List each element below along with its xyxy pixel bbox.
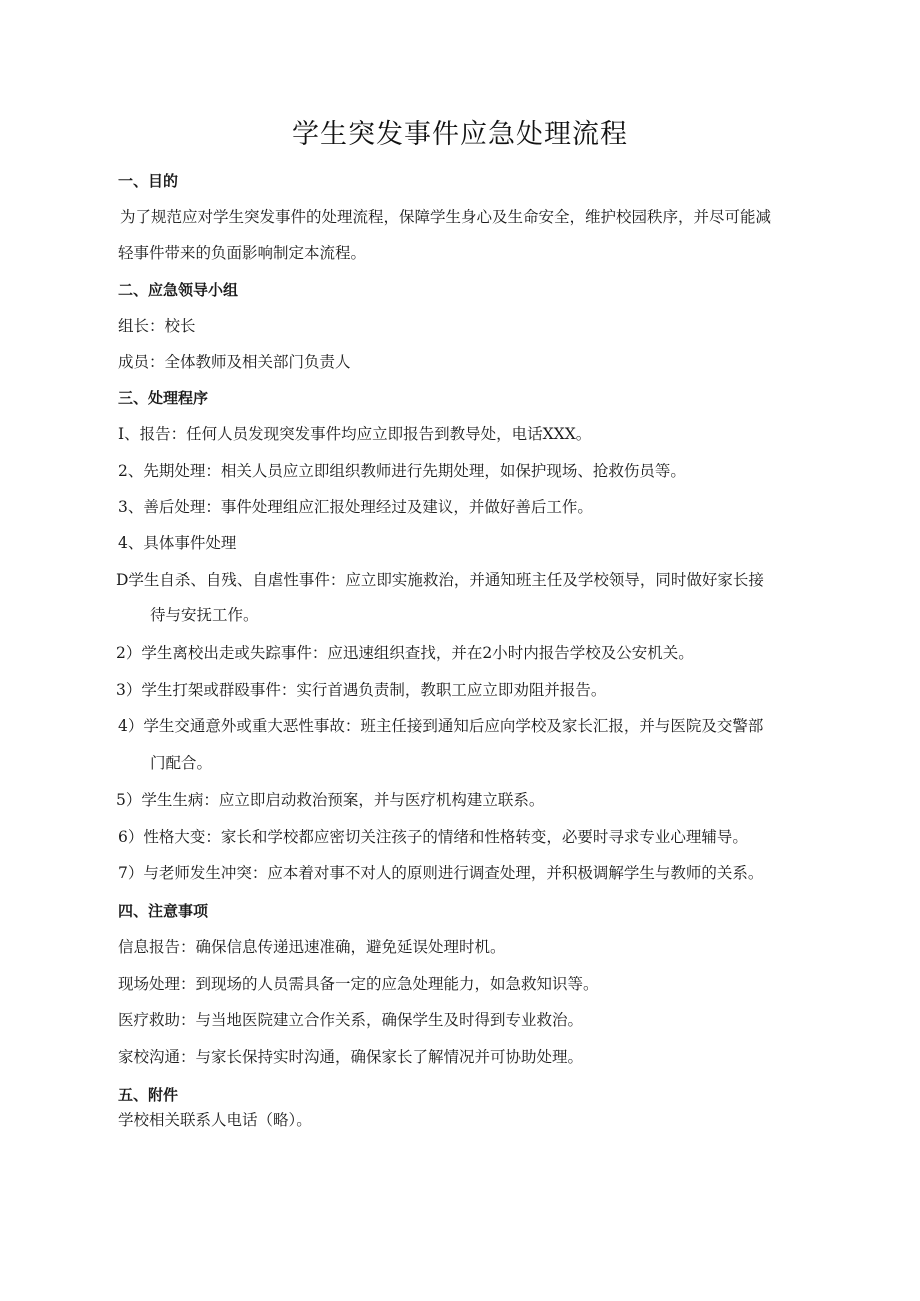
procedure-step-2: 2、先期处理：相关人员应立即组织教师进行先期处理，如保护现场、抢救伤员等。 — [118, 462, 686, 480]
procedure-item-2: 2）学生离校出走或失踪事件：应迅速组织查找，并在2小时内报告学校及公安机关。 — [116, 644, 694, 662]
section-heading-purpose: 一、目的 — [118, 172, 179, 190]
purpose-paragraph-line-2: 轻事件带来的负面影响制定本流程。 — [118, 244, 367, 262]
procedure-step-3: 3、善后处理：事件处理组应汇报处理经过及建议，并做好善后工作。 — [118, 498, 593, 516]
note-information-report: 信息报告：确保信息传递迅速准确，避免延误处理时机。 — [118, 938, 506, 956]
procedure-item-1-line-2: 待与安抚工作。 — [150, 606, 259, 624]
procedure-item-1-line-1: D学生自杀、自残、自虐性事件：应立即实施救治，并通知班主任及学校领导，同时做好家长接 — [116, 571, 764, 589]
procedure-item-4-line-1: 4）学生交通意外或重大恶性事故：班主任接到通知后应向学校及家长汇报，并与医院及交警部 — [118, 717, 764, 735]
section-heading-notes: 四、注意事项 — [118, 902, 209, 920]
document-title: 学生突发事件应急处理流程 — [292, 119, 628, 150]
procedure-item-4-line-2: 门配合。 — [150, 754, 213, 772]
section-heading-team: 二、应急领导小组 — [118, 281, 239, 299]
procedure-item-7: 7）与老师发生冲突：应本着对事不对人的原则进行调查处理，并积极调解学生与教师的关系。 — [118, 864, 764, 882]
procedure-item-6: 6）性格大变：家长和学校都应密切关注孩子的情绪和性格转变，必要时寻求专业心理辅导。 — [118, 828, 748, 846]
note-home-school-communication: 家校沟通：与家长保持实时沟通，确保家长了解情况并可协助处理。 — [118, 1048, 584, 1066]
team-leader: 组长：校长 — [118, 317, 196, 335]
attachment-line: 学校相关联系人电话（略）。 — [118, 1111, 312, 1129]
section-heading-procedure: 三、处理程序 — [118, 389, 209, 407]
section-heading-attachment: 五、附件 — [118, 1086, 179, 1104]
note-medical-aid: 医疗救助：与当地医院建立合作关系，确保学生及时得到专业救治。 — [118, 1011, 584, 1029]
procedure-item-3: 3）学生打架或群殴事件：实行首遇负责制，教职工应立即劝阻并报告。 — [116, 681, 607, 699]
note-onsite-handling: 现场处理：到现场的人员需具备一定的应急处理能力，如急救知识等。 — [118, 975, 599, 993]
procedure-item-5: 5）学生生病：应立即启动救治预案，并与医疗机构建立联系。 — [116, 791, 545, 809]
purpose-paragraph-line-1: 为了规范应对学生突发事件的处理流程，保障学生身心及生命安全，维护校园秩序，并尽可能减 — [120, 208, 772, 226]
procedure-step-1: I、报告：任何人员发现突发事件均应立即报告到教导处，电话XXX。 — [118, 425, 592, 443]
team-members: 成员：全体教师及相关部门负责人 — [118, 353, 351, 371]
procedure-step-4: 4、具体事件处理 — [118, 534, 237, 552]
